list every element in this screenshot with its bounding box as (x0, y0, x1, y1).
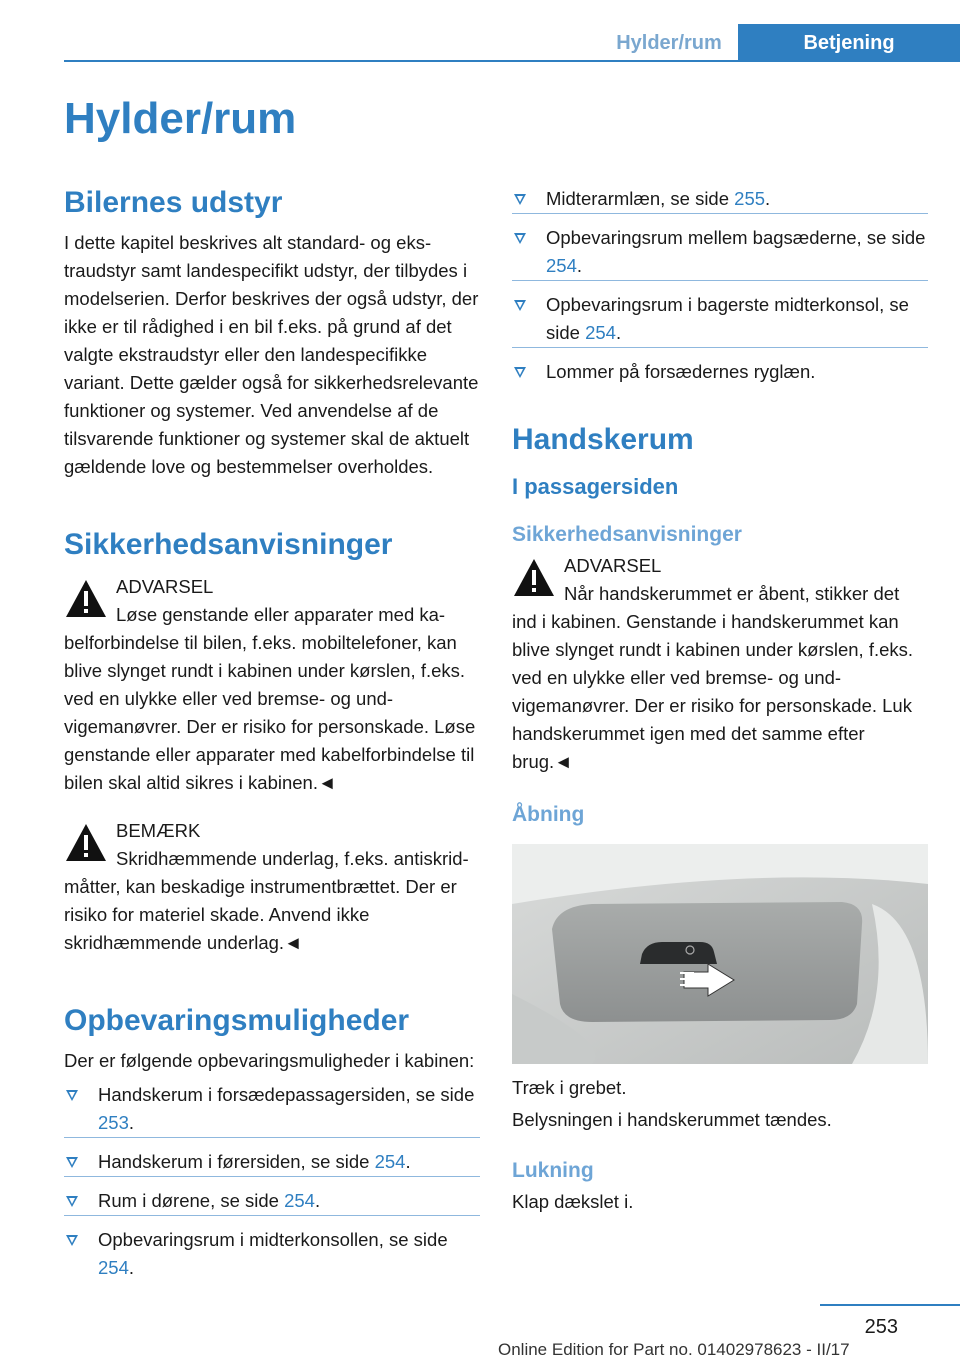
note-block (64, 817, 480, 957)
glovebox-photo (512, 844, 928, 1064)
header-rule (64, 60, 960, 62)
warning-block (512, 552, 928, 776)
warning-text: Løse genstande eller apparater med kabelforbindelse til bilen, f.eks. mobiltelefoner, kan blive slynget rundt i kabinen under kørslen, f.eks. ved en ulykke eller ved bremse- og undvigemanøvrer. Der er risiko for personskade. Løse genstande eller apparater med kabelforbindelse til bilen skal altid sikres i kabinen.◄ (64, 604, 476, 793)
storage-list-left (64, 1081, 480, 1282)
opbevaringsmuligheder-heading: Opbevaringsmuligheder (64, 1004, 410, 1037)
passagersiden-heading: I passagersiden (512, 474, 679, 499)
bilernes-udstyr-text: I dette kapitel beskrives alt standard- og ekstraudstyr samt landespecifikt udstyr, der tilbydes i modelserien. Derfor beskrives der også udstyr, der ikke er til rådighed i en bil f.eks. på grund af det valgte ekstraudstyr eller den landespecifikke variant. Dette gælder også for sikkerhedsrelevante funktioner og systemer. Ved anvendelse af de tilsvarende funktioner og systemer skal de aktuelt gældende love og bestemmelser overholdes. (64, 232, 479, 477)
left-column (64, 185, 480, 1292)
footer-rule (820, 1304, 960, 1306)
handskerum-heading: Handskerum (512, 423, 694, 456)
bullet-triangle-icon (514, 233, 526, 244)
bullet-triangle-icon (66, 1157, 78, 1168)
page-link[interactable]: 255 (734, 188, 766, 209)
list-item: Opbevaringsrum mellem bagsæderne, se side 254. (512, 224, 928, 281)
right-column (512, 185, 928, 1216)
page-link[interactable]: 254 (585, 322, 616, 343)
storage-list-right (512, 185, 928, 386)
header-chapter-tab: Betjening (738, 24, 960, 62)
lukning-text: Klap dækslet i. (512, 1191, 634, 1212)
note-text: Skridhæmmende underlag, f.eks. antiskrid-måtter, kan beskadige instrumentbrættet. Der er risiko for materiel skade. Anvend ikke skridhæmmende underlag.◄ (64, 848, 469, 953)
list-item: Lommer på forsædernes ryglæn. (512, 358, 928, 386)
lukning-heading: Lukning (512, 1159, 594, 1182)
header-section-label: Hylder/rum (616, 32, 722, 54)
bullet-triangle-icon (66, 1196, 78, 1207)
page-link[interactable]: 254 (98, 1257, 129, 1278)
opbevaringsmuligheder-text: Der er følgende opbevaringsmuligheder i kabinen: (64, 1050, 475, 1071)
bullet-triangle-icon (514, 367, 526, 378)
list-item: Opbevaringsrum i midterkonsollen, se side 254. (64, 1226, 480, 1282)
list-item: Rum i dørene, se side 254. (64, 1187, 480, 1216)
page-link[interactable]: 254 (546, 255, 577, 276)
sikkerhedsanvisninger-heading: Sikkerhedsanvisninger (64, 528, 393, 561)
bullet-triangle-icon (514, 300, 526, 311)
page-title: Hylder/rum (64, 94, 297, 143)
bullet-triangle-icon (514, 194, 526, 205)
warning-triangle-icon (64, 577, 108, 621)
bullet-triangle-icon (66, 1090, 78, 1101)
page-link[interactable]: 253 (98, 1112, 129, 1133)
aabning-step-text: Træk i grebet. (512, 1077, 627, 1098)
warning-text: Når handskerummet er åbent, stikker det ind i kabinen. Genstande i handskerummet kan blive slynget rundt i kabinen under kørslen, f.eks. ved en ulykke eller ved bremse- og undvigemanøvrer. Der er risiko for personskade. Luk handskerummet igen med det samme efter brug.◄ (512, 583, 914, 772)
page-link[interactable]: 254 (284, 1190, 315, 1211)
bullet-triangle-icon (66, 1235, 78, 1246)
list-item: Handskerum i forsædepassagersiden, se side 253. (64, 1081, 480, 1138)
footer-edition: Online Edition for Part no. 01402978623 - II/17 (498, 1340, 850, 1359)
warning-triangle-icon (64, 821, 108, 865)
aabning-heading: Åbning (512, 803, 585, 826)
list-item: Opbevaringsrum i bagerste midterkonsol, se side 254. (512, 291, 928, 348)
list-item: Handskerum i førersiden, se side 254. (64, 1148, 480, 1177)
warning-label: ADVARSEL (564, 555, 662, 576)
sikkerhedsanvisninger-subheading: Sikkerhedsanvisninger (512, 523, 742, 546)
page-number: 253 (864, 1316, 898, 1338)
bilernes-udstyr-heading: Bilernes udstyr (64, 186, 283, 219)
list-item: Midterarmlæn, se side 255. (512, 185, 928, 214)
warning-triangle-icon (512, 556, 556, 600)
warning-label: ADVARSEL (116, 576, 214, 597)
page-link[interactable]: 254 (374, 1151, 406, 1172)
note-label: BEMÆRK (116, 820, 201, 841)
warning-block (64, 573, 480, 797)
aabning-light-text: Belysningen i handskerummet tændes. (512, 1109, 832, 1130)
